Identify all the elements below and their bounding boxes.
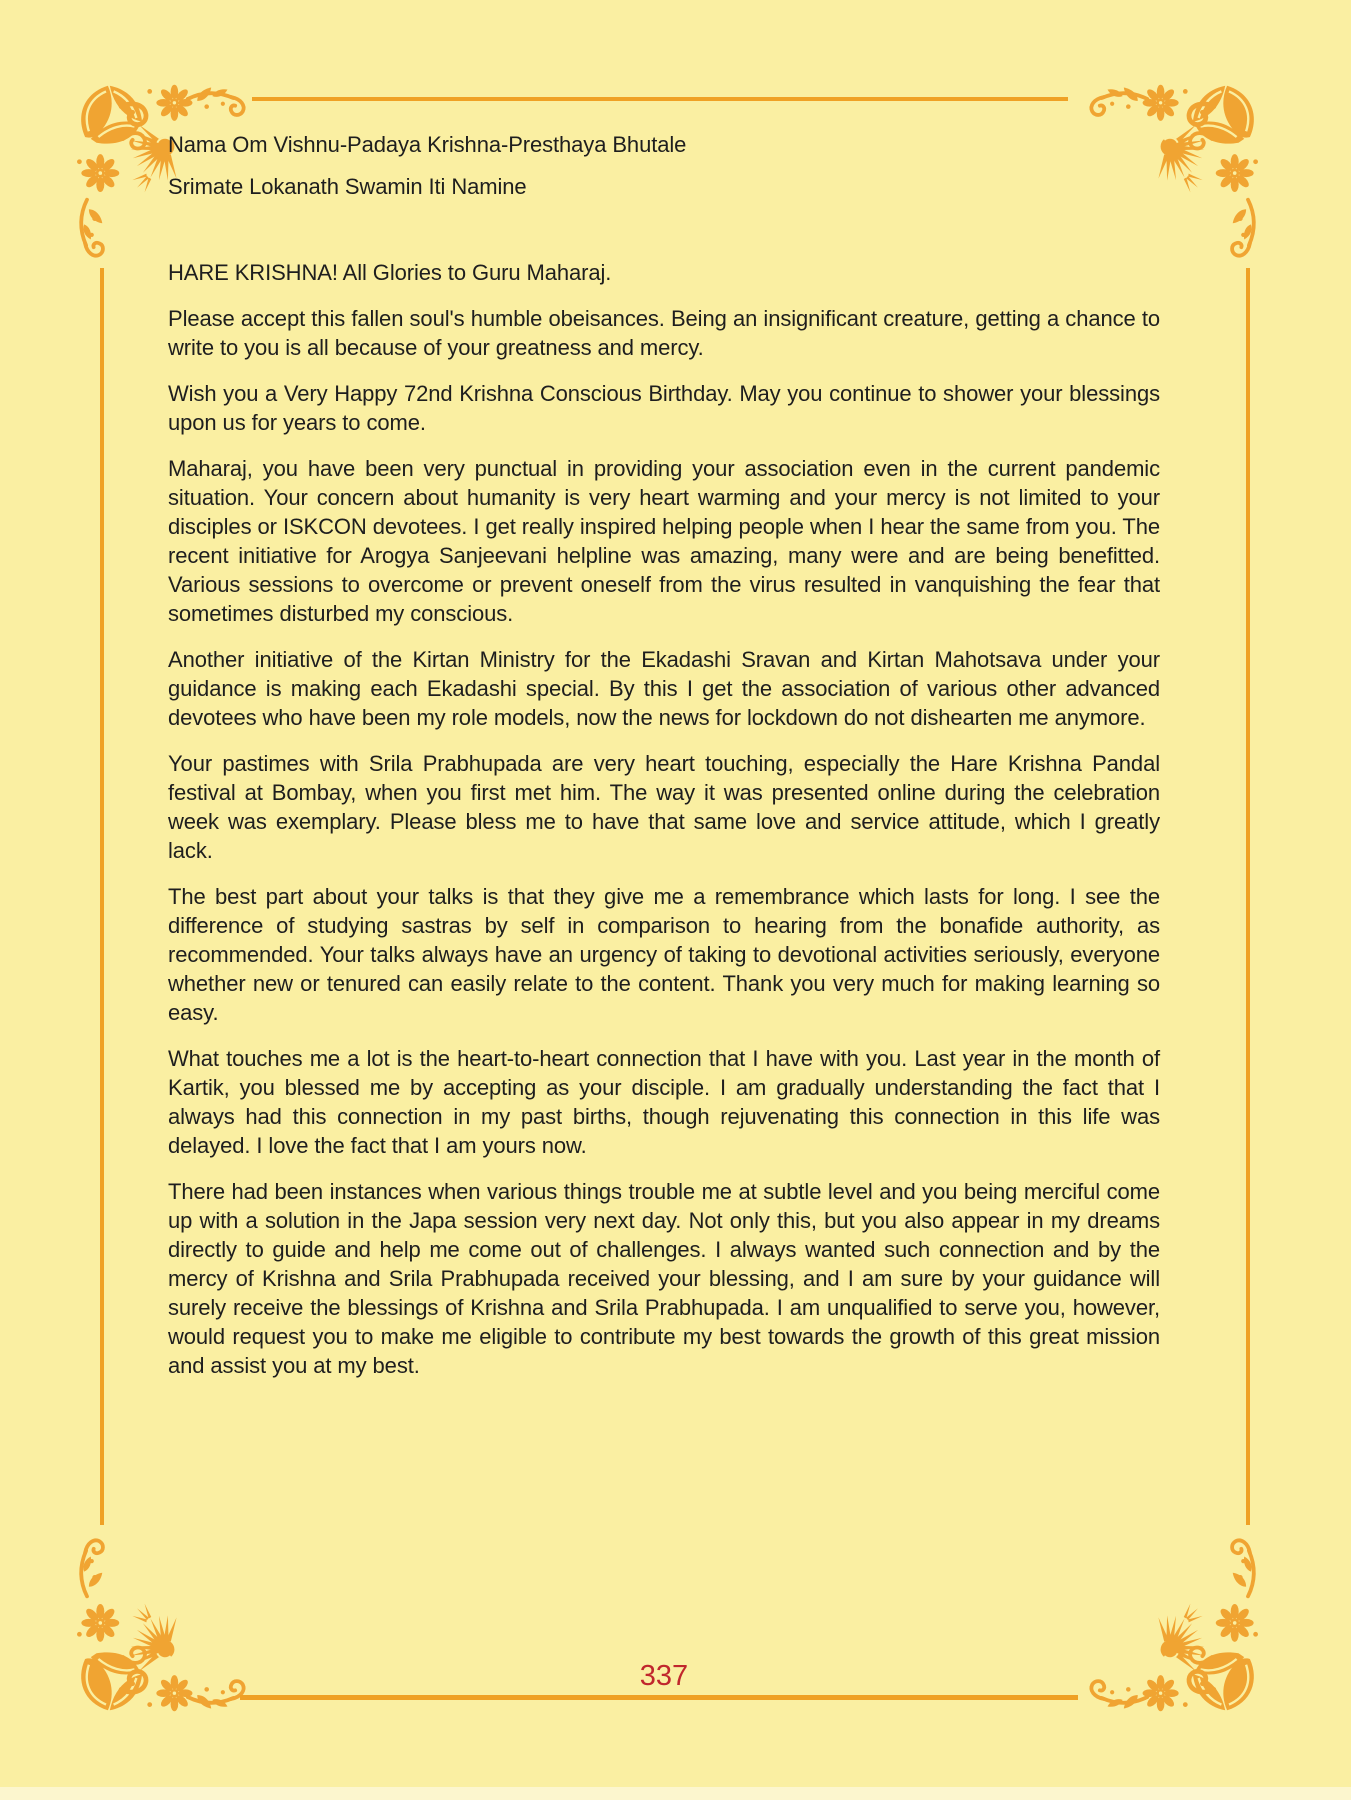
letter-paragraph: Please accept this fallen soul's humble obeisances. Being an insignificant creature, getting a chance to write to you is all because of your greatness and mercy. bbox=[168, 306, 1160, 360]
letter-paragraph: Your pastimes with Srila Prabhupada are very heart touching, especially the Hare Krishna Pandal festival at Bombay, when you first met him. The way it was presented online during the celebration week was exemplary. Please bless me to have that same love and service attitude, which I greatly lack. bbox=[168, 751, 1160, 863]
invocation bbox=[168, 131, 1160, 215]
letter-salutation: HARE KRISHNA! All Glories to Guru Maharaj. bbox=[168, 260, 612, 285]
border-rule-top bbox=[252, 97, 1068, 101]
invocation-line-2: Srimate Lokanath Swamin Iti Namine bbox=[168, 174, 527, 199]
letter-paragraph: Maharaj, you have been very punctual in providing your association even in the current pandemic situation. Your concern about humanity is very heart warming and your mercy is not limited to your disciples or ISKCON devotees. I get really inspired helping people when I hear the same from you. The recent initiative for Arogya Sanjeevani helpline was amazing, many were and are being benefitted. Various sessions to overcome or prevent oneself from the virus resulted in vanquishing the fear that sometimes disturbed my conscious. bbox=[168, 456, 1160, 626]
letter-paragraph: What touches me a lot is the heart-to-heart connection that I have with you. Last year in the month of Kartik, you blessed me by accepting as your disciple. I am gradually understanding the fact that I always had this connection in my past births, though rejuvenating this connection in this life was delayed. I love the fact that I am yours now. bbox=[168, 1046, 1160, 1158]
page-edge-strip bbox=[0, 1787, 1351, 1800]
letter-paragraph: Another initiative of the Kirtan Ministry for the Ekadashi Sravan and Kirtan Mahotsava under your guidance is making each Ekadashi special. By this I get the association of various other advanced devotees who have been my role models, now the news for lockdown do not dishearten me anymore. bbox=[168, 647, 1160, 730]
border-rule-right bbox=[1246, 268, 1250, 1525]
letter-paragraph: There had been instances when various things trouble me at subtle level and you being merciful come up with a solution in the Japa session very next day. Not only this, but you also appear in my dreams directly to guide and help me come out of challenges. I always wanted such connection and by the mercy of Krishna and Srila Prabhupada received your blessing, and I am sure by your guidance will surely receive the blessings of Krishna and Srila Prabhupada. I am unqualified to serve you, however, would request you to make me eligible to contribute my best towards the growth of this great mission and assist you at my best. bbox=[168, 1179, 1160, 1378]
invocation-line-1: Nama Om Vishnu-Padaya Krishna-Presthaya Bhutale bbox=[168, 132, 687, 157]
page-number: 337 bbox=[639, 1660, 689, 1692]
border-rule-left bbox=[100, 268, 104, 1525]
letter-paragraph: The best part about your talks is that they give me a remembrance which lasts for long. I see the difference of studying sastras by self in comparison to hearing from the bonafide authority, as recommended. Your talks always have an urgency of taking to devotional activities seriously, everyone whether new or tenured can easily relate to the content. Thank you very much for making learning so easy. bbox=[168, 884, 1160, 1025]
letter-paragraph: Wish you a Very Happy 72nd Krishna Conscious Birthday. May you continue to shower your blessings upon us for years to come. bbox=[168, 381, 1160, 435]
letter-body bbox=[168, 258, 1160, 1397]
border-rule-bottom bbox=[240, 1695, 1078, 1700]
